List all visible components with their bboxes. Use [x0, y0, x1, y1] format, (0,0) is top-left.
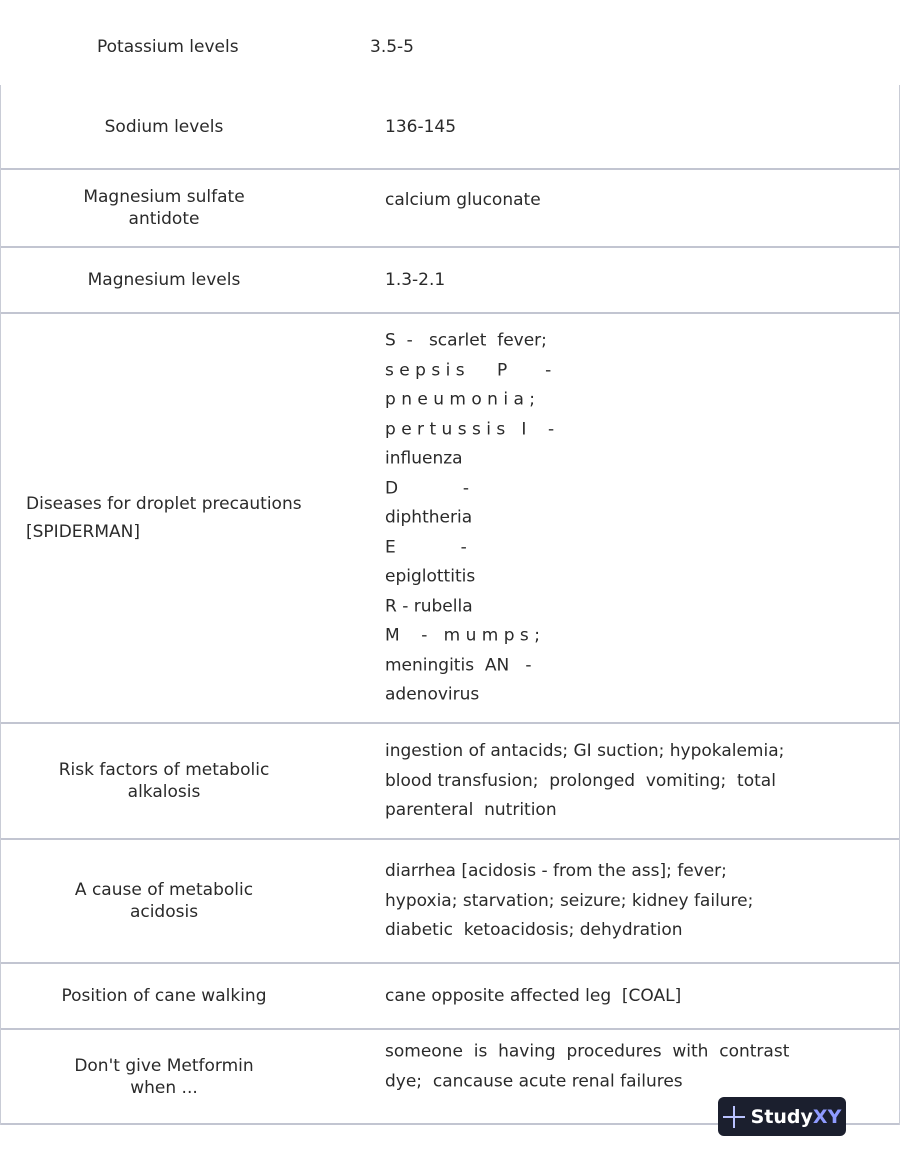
row-term: Risk factors of metabolic alkalosis: [58, 760, 270, 802]
row-definition: 1.3-2.1: [385, 270, 446, 290]
table-row: [1, 170, 899, 248]
plus-icon: [723, 1106, 745, 1128]
row-definition: cane opposite affected leg [COAL]: [385, 986, 682, 1006]
row-definition: someone is having procedures with contrast dye; cancause acute renal failures: [385, 1041, 790, 1092]
row-term: Don't give Metformin when ...: [74, 1055, 254, 1098]
table-row: [1, 248, 899, 314]
row-term: Sodium levels: [104, 116, 224, 137]
term-potassium: Potassium levels: [97, 37, 239, 57]
table-row: [1, 724, 899, 840]
flashcard-table: [0, 85, 900, 1125]
row-term: Diseases for droplet precautions [SPIDERMAN]: [26, 494, 302, 542]
table-row: [1, 964, 899, 1030]
row-definition: 136-145: [385, 116, 457, 137]
studyxy-badge[interactable]: [718, 1097, 846, 1136]
row-definition: S - scarlet fever; s e p s i s P - p n e u m o n i a ; p e r t u s s i s I - influenza D - diphtheria E - epiglottitis R - rubella M - m u m p s ; meningitis AN - adenovirus: [385, 330, 555, 705]
brand-name: StudyXY: [750, 1105, 842, 1128]
table-row: [1, 840, 899, 964]
row-definition: diarrhea [acidosis - from the ass]; fever; hypoxia; starvation; seizure; kidney failure; diabetic ketoacidosis; dehydration: [385, 860, 754, 940]
row-term: Magnesium levels: [87, 270, 241, 290]
row-definition: calcium gluconate: [385, 190, 541, 211]
top-row: [0, 0, 900, 85]
row-term: Magnesium sulfate antidote: [83, 187, 245, 229]
row-term: Position of cane walking: [61, 986, 267, 1006]
row-definition: ingestion of antacids; GI suction; hypokalemia; blood transfusion; prolonged vomiting; total parenteral nutrition: [385, 740, 785, 820]
def-potassium: 3.5-5: [370, 37, 414, 57]
row-term: A cause of metabolic acidosis: [74, 880, 254, 922]
table-row: [1, 314, 899, 724]
table-row: [1, 85, 899, 170]
